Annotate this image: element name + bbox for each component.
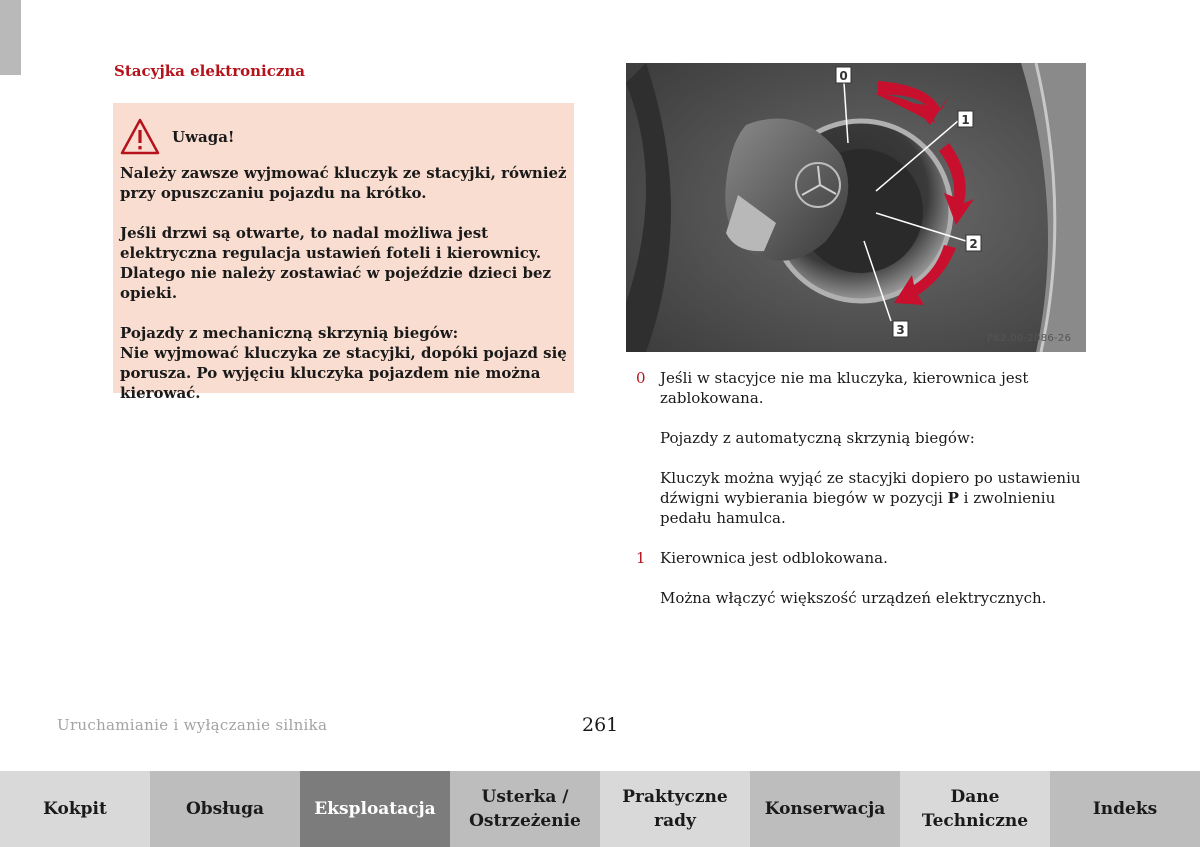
tab-praktyczne-rady[interactable]: Praktyczne rady xyxy=(600,771,750,847)
tab-eksploatacja[interactable]: Eksploatacja xyxy=(300,771,450,847)
item-paragraph: Kierownica jest odblokowana. xyxy=(660,549,888,567)
position-number: 1 xyxy=(636,549,646,567)
warning-triangle-icon xyxy=(120,118,160,156)
figure-code: P82.00-2086-26 xyxy=(987,333,1072,344)
warning-paragraph: Nie wyjmować kluczyka ze stacyjki, dopóki pojazd się porusza. Po wyjęciu kluczyka pojazdem nie można kierować. xyxy=(120,344,567,402)
list-item xyxy=(636,368,1086,548)
callout-label: 0 xyxy=(839,69,848,83)
warning-box xyxy=(113,103,574,402)
warning-paragraph: Należy zawsze wyjmować kluczyk ze stacyjki, również przy opuszczaniu pojazdu na krótko. xyxy=(120,164,567,202)
position-list xyxy=(636,368,1086,628)
callout-label: 2 xyxy=(969,237,978,251)
ignition-switch-illustration xyxy=(626,63,1086,352)
warning-heading: Uwaga! xyxy=(172,128,235,146)
page-number: 261 xyxy=(582,714,619,736)
chapter-tab-bar xyxy=(0,771,1200,847)
footer-section-title: Uruchamianie i wyłączanie silnika xyxy=(57,716,328,734)
gear-position-p: P xyxy=(947,489,959,507)
tab-kokpit[interactable]: Kokpit xyxy=(0,771,150,847)
warning-header xyxy=(120,117,567,157)
item-paragraph: Pojazdy z automatyczną skrzynią biegów: xyxy=(660,429,975,447)
item-paragraph: Można włączyć większość urządzeń elektrycznych. xyxy=(660,589,1047,607)
warning-paragraph: Jeśli drzwi są otwarte, to nadal możliwa jest elektryczna regulacja ustawień foteli i kierownicy. Dlatego nie należy zostawiać w pojeździe dzieci bez opieki. xyxy=(120,224,552,302)
section-title: Stacyjka elektroniczna xyxy=(114,62,305,80)
callout-label: 3 xyxy=(896,323,905,337)
item-text: i zwolnieniu pedału hamulca. xyxy=(660,489,1056,527)
tab-usterka-ostrzezenie[interactable]: Usterka / Ostrzeżenie xyxy=(450,771,600,847)
list-item xyxy=(636,548,1086,628)
item-paragraph: Jeśli w stacyjce nie ma kluczyka, kierownica jest zablokowana. xyxy=(660,369,1029,407)
tab-dane-techniczne[interactable]: Dane Techniczne xyxy=(900,771,1050,847)
tab-konserwacja[interactable]: Konserwacja xyxy=(750,771,900,847)
item-body xyxy=(660,368,1086,548)
item-paragraph xyxy=(660,468,1086,528)
tab-obsluga[interactable]: Obsługa xyxy=(150,771,300,847)
warning-paragraph: Pojazdy z mechaniczną skrzynią biegów: xyxy=(120,324,459,342)
item-body xyxy=(660,548,1086,628)
page-corner-marker xyxy=(0,0,21,75)
callout-label: 1 xyxy=(961,113,970,127)
position-number: 0 xyxy=(636,369,646,387)
item-text: Kluczyk można wyjąć ze stacyjki dopiero po ustawieniu dźwigni wybierania biegów w pozycji xyxy=(660,469,1081,507)
tab-indeks[interactable]: Indeks xyxy=(1050,771,1200,847)
